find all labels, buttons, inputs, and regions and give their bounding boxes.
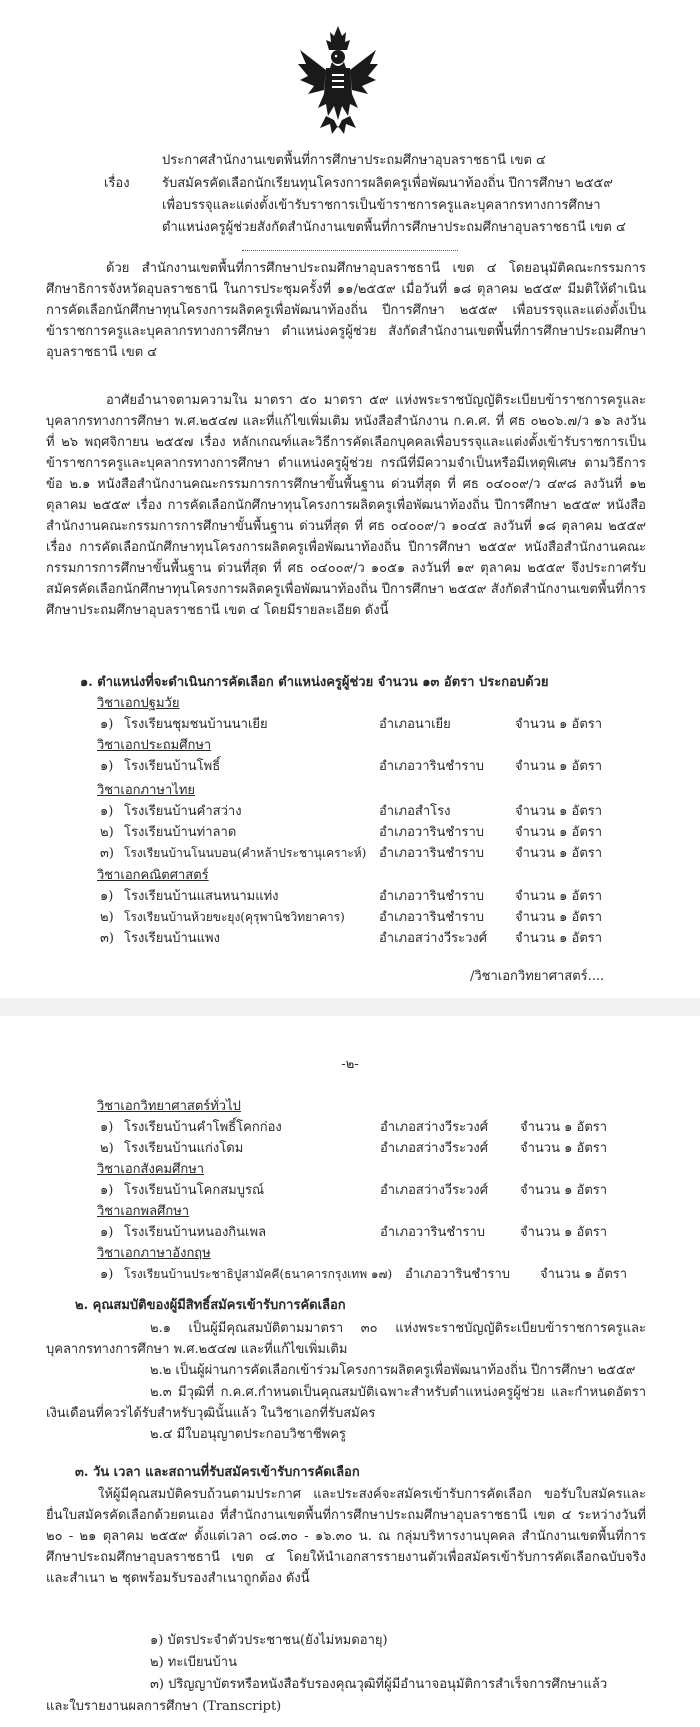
subject-line: ตำแหน่งครูผู้ช่วยสังกัดสำนักงานเขตพื้นที่การศึกษาประถมศึกษาอุบลราชธานี เขต ๔ (162, 220, 626, 235)
page-gap (0, 998, 700, 1016)
subject-heading: วิชาเอกภาษาไทย (97, 783, 196, 798)
subject-line: รับสมัครคัดเลือกนักเรียนทุนโครงการผลิตครูเพื่อพัฒนาท้องถิ่น ปีการศึกษา ๒๕๕๙ (162, 176, 613, 191)
position-count: จำนวน ๑ อัตรา (515, 717, 603, 732)
position-count: จำนวน ๑ อัตรา (520, 1141, 608, 1156)
qualification-2-1: ๒.๑ เป็นผู้มีคุณสมบัติตามมาตรา ๓๐ แห่งพระราชบัญญัติระเบียบข้าราชการครูและบุคลากรทางการศึกษา พ.ศ.๒๕๔๗ และที่แก้ไขเพิ่มเติม (46, 1321, 646, 1357)
position-row: ๑) โรงเรียนบ้านคำโพธิ์โคกก่อง อำเภอสว่างวีระวงศ์ จำนวน ๑ อัตรา (0, 1117, 700, 1138)
subject-heading: วิชาเอกคณิตศาสตร์ (97, 868, 209, 883)
continuation-note: /วิชาเอกวิทยาศาสตร์.... (470, 969, 605, 984)
subject-heading: วิชาเอกพลศึกษา (97, 1204, 190, 1219)
school-name: โรงเรียนบ้านโพธิ์ (124, 759, 221, 774)
intro-paragraph: ด้วย สำนักงานเขตพื้นที่การศึกษาประถมศึกษาอุบลราชธานี เขต ๔ โดยอนุมัติคณะกรรมการศึกษาธิการจังหวัดอุบลราชธานี ในการประชุมครั้งที่ ๑๑/๒๕๕๙ เมื่อวันที่ ๑๘ ตุลาคม ๒๕๕๙ มีมติให้ดำเนินการคัดเลือกนักศึกษาทุนโครงการผลิตครูเพื่อพัฒนาท้องถิ่น ปีการศึกษา ๒๕๕๙ เพื่อบรรจุและแต่งตั้งเป็นข้าราชการครูและบุคลากรทางการศึกษา ตำแหน่งครูผู้ช่วย สังกัดสำนักงานเขตพื้นที่การศึกษาประถมศึกษาอุบลราชธานี เขต ๔ (46, 261, 646, 360)
position-row: ๑) โรงเรียนชุมชนบ้านนาเยีย อำเภอนาเยีย จำนวน ๑ อัตรา (0, 714, 700, 735)
district-name: อำเภอวารินชำราบ (379, 846, 485, 861)
district-name: อำเภอสว่างวีระวงศ์ (379, 931, 487, 946)
position-row: ๒) โรงเรียนบ้านท่าลาด อำเภอวารินชำราบ จำนวน ๑ อัตรา (0, 822, 700, 843)
document-page-2 (0, 1016, 700, 1727)
dotted-separator (242, 250, 458, 251)
school-name: โรงเรียนบ้านคำสว่าง (124, 804, 242, 819)
district-name: อำเภอนาเยีย (379, 717, 451, 732)
position-row: ๒) โรงเรียนบ้านแก่งโดม อำเภอสว่างวีระวงศ์ จำนวน ๑ อัตรา (0, 1138, 700, 1159)
school-name: โรงเรียนบ้านแก่งโดม (124, 1141, 244, 1156)
subject-heading: วิชาเอกภาษาอังกฤษ (97, 1246, 211, 1261)
qualification-2-2: ๒.๒ เป็นผู้ผ่านการคัดเลือกเข้าร่วมโครงการผลิตครูเพื่อพัฒนาท้องถิ่น ปีการศึกษา ๒๕๕๙ (150, 1363, 636, 1378)
school-name: โรงเรียนบ้านประชาธิปูสามัคคี(ธนาคารกรุงเทพ ๑๗) (124, 1267, 393, 1281)
subject-line: เพื่อบรรจุและแต่งตั้งเข้ารับราชการเป็นข้าราชการครูและบุคลากรทางการศึกษา (162, 198, 601, 213)
school-name: โรงเรียนชุมชนบ้านนาเยีย (124, 717, 268, 732)
position-row: ๓) โรงเรียนบ้านโนนบอน(คำหล้าประชานุเคราะห์) อำเภอวารินชำราบ จำนวน ๑ อัตรา (0, 843, 700, 864)
district-name: อำเภอสว่างวีระวงศ์ (380, 1183, 488, 1198)
required-document: ๒) ทะเบียนบ้าน (150, 1655, 237, 1670)
required-document: ๓) ปริญญาบัตรหรือหนังสือรับรองคุณวุฒิที่ผู้มีอำนาจอนุมัติการสำเร็จการศึกษาแล้ว (150, 1677, 608, 1692)
subject-heading: วิชาเอกสังคมศึกษา (97, 1162, 205, 1177)
position-count: จำนวน ๑ อัตรา (520, 1120, 608, 1135)
school-name: โรงเรียนบ้านโนนบอน(คำหล้าประชานุเคราะห์) (124, 846, 367, 860)
subject-label: เรื่อง (104, 176, 130, 191)
required-document: ๑) บัตรประจำตัวประชาชน(ยังไม่หมดอายุ) (150, 1633, 388, 1648)
school-name: โรงเรียนบ้านคำโพธิ์โคกก่อง (124, 1120, 282, 1135)
subject-heading: วิชาเอกวิทยาศาสตร์ทั่วไป (97, 1099, 241, 1114)
position-count: จำนวน ๑ อัตรา (540, 1267, 628, 1282)
position-row: ๑) โรงเรียนบ้านประชาธิปูสามัคคี(ธนาคารกรุงเทพ ๑๗) อำเภอวารินชำราบ จำนวน ๑ อัตรา (0, 1264, 700, 1285)
position-count: จำนวน ๑ อัตรา (515, 825, 603, 840)
announcement-title: ประกาศสำนักงานเขตพื้นที่การศึกษาประถมศึกษาอุบลราชธานี เขต ๔ (162, 153, 546, 168)
district-name: อำเภอวารินชำราบ (379, 889, 485, 904)
position-count: จำนวน ๑ อัตรา (515, 846, 603, 861)
district-name: อำเภอวารินชำราบ (405, 1267, 511, 1282)
position-row: ๑) โรงเรียนบ้านคำสว่าง อำเภอสำโรง จำนวน ๑ อัตรา (0, 801, 700, 822)
application-paragraph: ให้ผู้มีคุณสมบัติครบถ้วนตามประกาศ และประสงค์จะสมัครเข้ารับการคัดเลือก ขอรับใบสมัครและยื่นใบสมัครคัดเลือกด้วยตนเอง ที่สำนักงานเขตพื้นที่การศึกษาประถมศึกษาอุบลราชธานี เขต ๔ ระหว่างวันที่ ๒๐ - ๒๑ ตุลาคม ๒๕๕๙ ตั้งแต่เวลา ๐๘.๓๐ - ๑๖.๓๐ น. ณ กลุ่มบริหารงานบุคคล สำนักงานเขตพื้นที่การศึกษาประถมศึกษาอุบลราชธานี เขต ๔ โดยให้นำเอกสารรายงานตัวเพื่อสมัครเข้ารับการคัดเลือกฉบับจริง และสำเนา ๒ ชุดพร้อมรับรองสำเนาถูกต้อง ดังนี้ (46, 1487, 646, 1586)
school-name: โรงเรียนบ้านหนองกินเพล (124, 1225, 267, 1240)
district-name: อำเภอสว่างวีระวงศ์ (380, 1120, 488, 1135)
school-name: โรงเรียนบ้านแสนหนามแท่ง (124, 889, 279, 904)
position-count: จำนวน ๑ อัตรา (515, 889, 603, 904)
position-row: ๑) โรงเรียนบ้านแสนหนามแท่ง อำเภอวารินชำราบ จำนวน ๑ อัตรา (0, 886, 700, 907)
school-name: โรงเรียนบ้านโคกสมบูรณ์ (124, 1183, 265, 1198)
school-name: โรงเรียนบ้านห้วยขะยุง(คุรุพานิชวิทยาคาร) (124, 910, 345, 924)
authority-paragraph: อาศัยอำนาจตามความใน มาตรา ๕๐ มาตรา ๕๙ แห่งพระราชบัญญัติระเบียบข้าราชการครูและบุคลากรทางการศึกษา พ.ศ.๒๕๔๗ และที่แก้ไขเพิ่มเติม หนังสือสำนักงาน ก.ค.ศ. ที่ ศธ ๐๒๐๖.๗/ว ๑๖ ลงวันที่ ๒๖ พฤศจิกายน ๒๕๕๗ เรื่อง หลักเกณฑ์และวิธีการคัดเลือกบุคคลเพื่อบรรจุและแต่งตั้งเข้ารับราชการเป็นข้าราชการครูและบุคลากรทางการศึกษา ตำแหน่งครูผู้ช่วย กรณีที่มีความจำเป็นหรือมีเหตุพิเศษ ตามวิธีการข้อ ๒.๑ หนังสือสำนักงานคณะกรรมการการศึกษาขั้นพื้นฐาน ด่วนที่สุด ที่ ศธ ๐๔๐๐๙/ว ๔๙๘ ลงวันที่ ๑๒ ตุลาคม ๒๕๕๙ เรื่อง การคัดเลือกนักศึกษาทุนโครงการผลิตครูเพื่อพัฒนาท้องถิ่น ปีการศึกษา ๒๕๕๙ หนังสือสำนักงานคณะกรรมการการศึกษาขั้นพื้นฐาน ด่วนที่สุด ที่ ศธ ๐๔๐๐๙/ว ๑๐๔๕ ลงวันที่ ๑๘ ตุลาคม ๒๕๕๙ เรื่อง การคัดเลือกนักศึกษาทุนโครงการผลิตครูเพื่อพัฒนาท้องถิ่น ปีการศึกษา ๒๕๕๙ หนังสือสำนักงานคณะกรรมการการศึกษาขั้นพื้นฐาน ด่วนที่สุด ที่ ศธ ๐๔๐๐๙/ว ๑๐๕๑ ลงวันที่ ๑๙ ตุลาคม ๒๕๕๙ จึงประกาศรับสมัครคัดเลือกนักศึกษาทุนโครงการผลิตครูเพื่อพัฒนาท้องถิ่น ปีการศึกษา ๒๕๕๙ สังกัดสำนักงานเขตพื้นที่การศึกษาประถมศึกษาอุบลราชธานี เขต ๔ โดยมีรายละเอียด ดังนี้ (46, 393, 646, 618)
section-1-heading: ๑. ตำแหน่งที่จะดำเนินการคัดเลือก ตำแหน่งครูผู้ช่วย จำนวน ๑๓ อัตรา ประกอบด้วย (80, 675, 549, 690)
transcript-line: และใบรายงานผลการศึกษา (Transcript) (46, 1699, 282, 1714)
qualification-2-3: ๒.๓ มีวุฒิที่ ก.ค.ศ.กำหนดเป็นคุณสมบัติเฉพาะสำหรับตำแหน่งครูผู้ช่วย และกำหนดอัตราเงินเดือนที่ควรได้รับสำหรับวุฒินั้นแล้ว ในวิชาเอกที่รับสมัคร (46, 1385, 646, 1421)
qualification-2-4: ๒.๔ มีใบอนุญาตประกอบวิชาชีพครู (150, 1427, 346, 1442)
position-count: จำนวน ๑ อัตรา (520, 1183, 608, 1198)
position-row: ๑) โรงเรียนบ้านหนองกินเพล อำเภอวารินชำราบ จำนวน ๑ อัตรา (0, 1222, 700, 1243)
section-2-heading: ๒. คุณสมบัติของผู้มีสิทธิ์สมัครเข้ารับการคัดเลือก (75, 1298, 346, 1313)
district-name: อำเภอวารินชำราบ (380, 1225, 486, 1240)
subject-heading: วิชาเอกประถมศึกษา (97, 738, 212, 753)
district-name: อำเภอสำโรง (379, 804, 451, 819)
district-name: อำเภอวารินชำราบ (379, 759, 485, 774)
position-count: จำนวน ๑ อัตรา (515, 804, 603, 819)
position-count: จำนวน ๑ อัตรา (515, 759, 603, 774)
section-3-heading: ๓. วัน เวลา และสถานที่รับสมัครเข้ารับการคัดเลือก (75, 1465, 360, 1480)
position-row: ๒) โรงเรียนบ้านห้วยขะยุง(คุรุพานิชวิทยาคาร) อำเภอวารินชำราบ จำนวน ๑ อัตรา (0, 907, 700, 928)
position-count: จำนวน ๑ อัตรา (520, 1225, 608, 1240)
position-row: ๑) โรงเรียนบ้านโคกสมบูรณ์ อำเภอสว่างวีระวงศ์ จำนวน ๑ อัตรา (0, 1180, 700, 1201)
school-name: โรงเรียนบ้านท่าลาด (124, 825, 237, 840)
school-name: โรงเรียนบ้านแพง (124, 931, 220, 946)
district-name: อำเภอสว่างวีระวงศ์ (380, 1141, 488, 1156)
position-row: ๑) โรงเรียนบ้านโพธิ์ อำเภอวารินชำราบ จำนวน ๑ อัตรา (0, 756, 700, 777)
position-row: ๓) โรงเรียนบ้านแพง อำเภอสว่างวีระวงศ์ จำนวน ๑ อัตรา (0, 928, 700, 949)
district-name: อำเภอวารินชำราบ (379, 825, 485, 840)
page-number: -๒- (341, 1057, 359, 1072)
district-name: อำเภอวารินชำราบ (379, 910, 485, 925)
position-count: จำนวน ๑ อัตรา (515, 910, 603, 925)
subject-heading: วิชาเอกปฐมวัย (97, 696, 180, 711)
position-count: จำนวน ๑ อัตรา (515, 931, 603, 946)
garuda-emblem-icon (296, 24, 380, 140)
